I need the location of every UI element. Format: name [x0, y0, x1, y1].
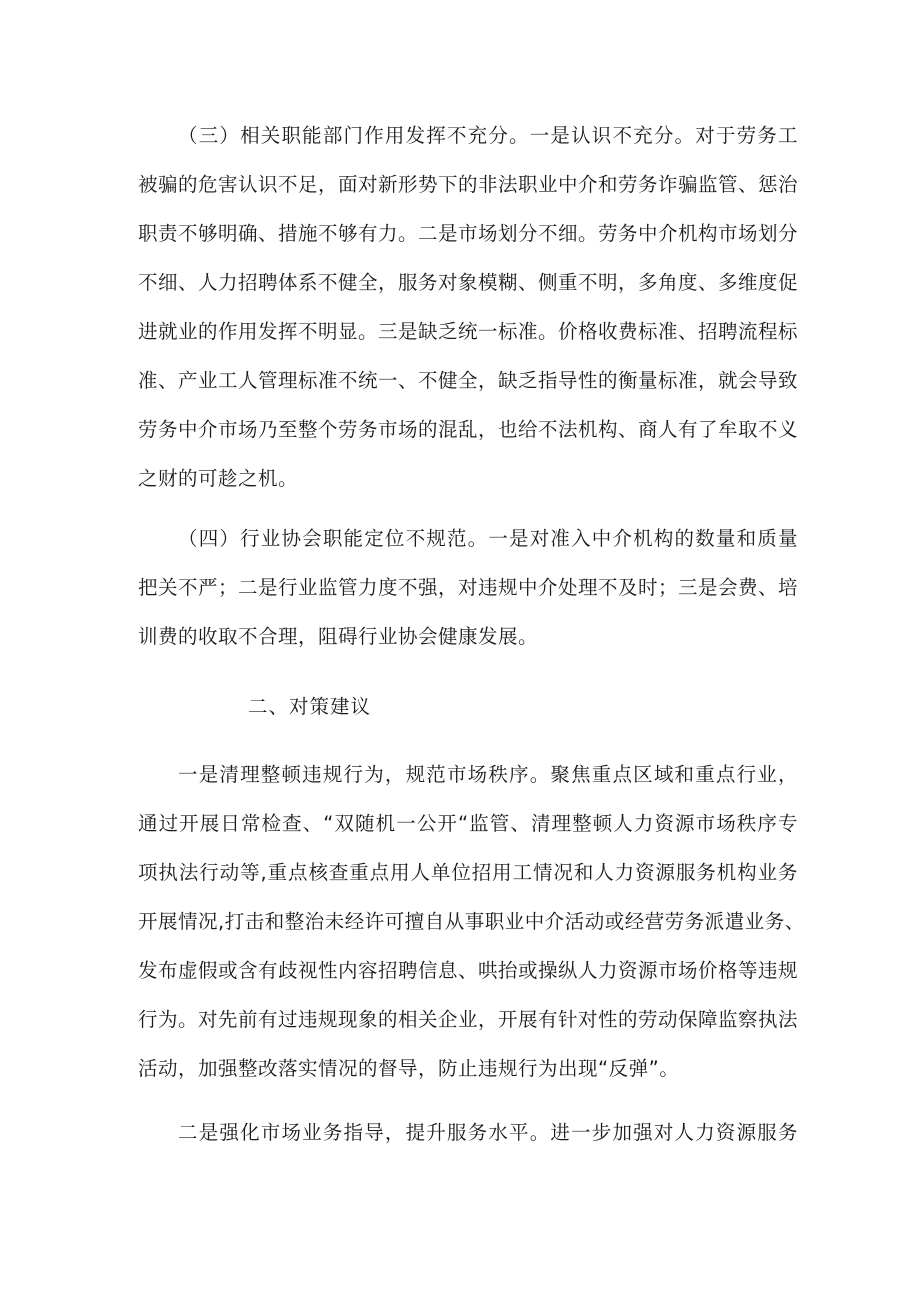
text-line: 活动，加强整改落实情况的督导，防止违规行为出现“反弹”。: [138, 1057, 680, 1080]
text-line: 发布虚假或含有歧视性内容招聘信息、哄抬或操纵人力资源市场价格等违规: [138, 959, 799, 982]
text-line: 训费的收取不合理，阻碍行业协会健康发展。: [138, 625, 539, 648]
text-line: 开展情况,打击和整治未经许可擅自从事职业中介活动或经营劳务派遣业务、: [138, 910, 805, 933]
paragraph-countermeasure-1: [138, 750, 805, 1093]
text-line: 一是清理整顿违规行为，规范市场秩序。聚焦重点区域和重点行业，: [178, 763, 798, 786]
text-line: （四）行业协会职能定位不规范。一是对准入中介机构的数量和质量: [178, 527, 798, 550]
text-line: 进就业的作用发挥不明显。三是缺乏统一标准。价格收费标准、招聘流程标: [138, 320, 799, 343]
paragraph-section-3: [138, 111, 798, 503]
text-line: 行为。对先前有过违规现象的相关企业，开展有针对性的劳动保障监察执法: [138, 1008, 799, 1031]
text-line: 之财的可趁之机。: [138, 467, 299, 490]
text-line: 二是强化市场业务指导，提升服务水平。进一步加强对人力资源服务: [178, 1121, 798, 1144]
text-line: （三）相关职能部门作用发挥不充分。一是认识不充分。对于劳务工: [178, 124, 798, 147]
text-line: 劳务中介市场乃至整个劳务市场的混乱，也给不法机构、商人有了牟取不义: [138, 418, 799, 441]
text-line: 通过开展日常检查、“双随机一公开“监管、清理整顿人力资源市场秩序专: [138, 812, 798, 835]
text-line: 被骗的危害认识不足，面对新形势下的非法职业中介和劳务诈骗监管、惩治: [138, 173, 799, 196]
text-line: 准、产业工人管理标准不统一、不健全，缺乏指导性的衡量标准，就会导致: [138, 369, 799, 392]
paragraph-section-4: [138, 514, 798, 661]
text-line: 不细、人力招聘体系不健全，服务对象模糊、侧重不明，多角度、多维度促: [138, 271, 799, 294]
section-heading: 二、对策建议: [248, 695, 372, 718]
paragraph-countermeasure-2: [138, 1108, 798, 1157]
text-line: 项执法行动等,重点核查重点用人单位招用工情况和人力资源服务机构业务: [138, 861, 798, 884]
text-line: 职责不够明确、措施不够有力。二是市场划分不细。劳务中介机构市场划分: [138, 222, 799, 245]
text-line: 把关不严；二是行业监管力度不强，对违规中介处理不及时；三是会费、培: [138, 576, 799, 599]
